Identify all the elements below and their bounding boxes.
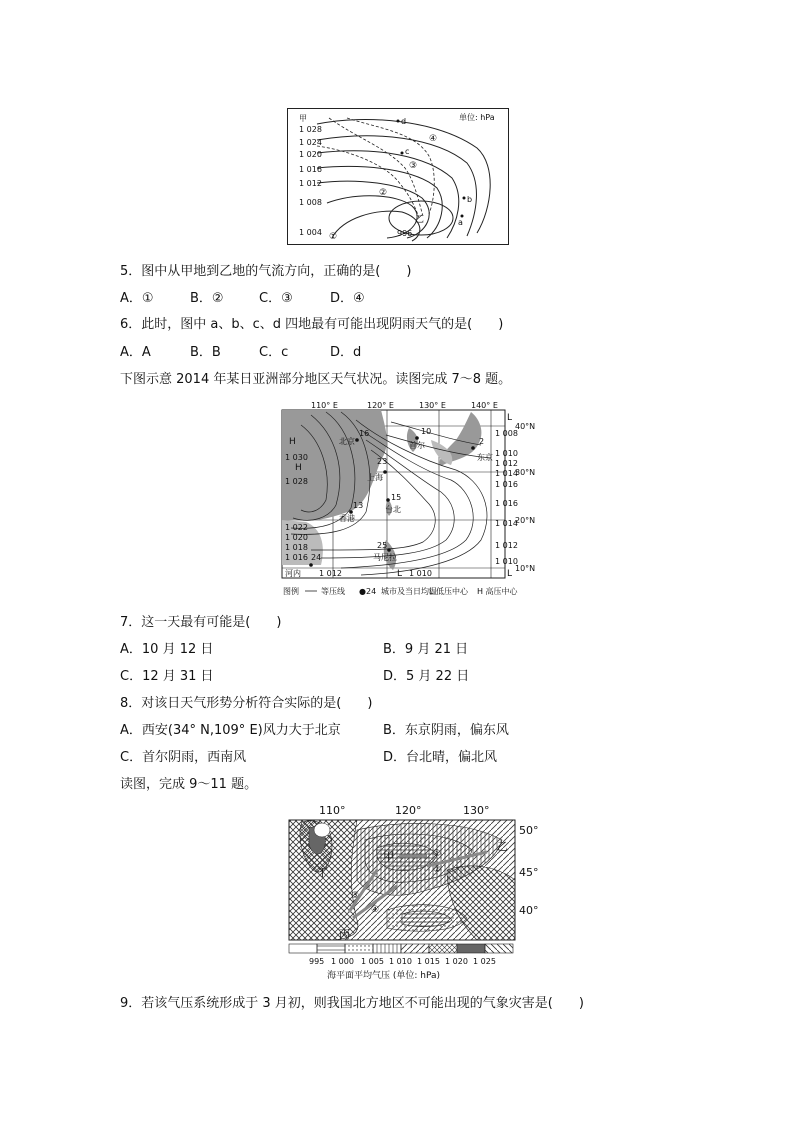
isobar-label: 1 018	[285, 543, 308, 552]
legend-city: 城市及当日均温	[381, 587, 437, 596]
place-jia: 甲	[383, 850, 394, 863]
legend-city-marker: ●24	[359, 587, 377, 596]
isobar-label: 1 016	[299, 165, 322, 174]
low-center: L	[507, 413, 513, 423]
city-tokyo: 东京	[477, 453, 493, 462]
place-bing: 丙	[339, 928, 350, 941]
high-center: H	[289, 437, 296, 447]
isobar-label: 1 008	[299, 198, 322, 207]
point-d-marker	[397, 120, 400, 123]
place-jia: 甲	[299, 114, 307, 123]
q5-option-a[interactable]: A．①	[120, 291, 154, 306]
isobar-label: 1 028	[299, 125, 322, 134]
intro-9-11: 读图，完成 9～11 题。	[120, 777, 258, 792]
temp-label: 25	[377, 541, 388, 550]
isobar-label: 1 030	[285, 453, 308, 462]
lon-label: 110° E	[311, 401, 338, 410]
isobar-map-figure	[287, 108, 509, 245]
temp-label: 15	[391, 493, 402, 502]
lon-label: 130°	[463, 804, 490, 817]
q8-option-b[interactable]: B．东京阴雨，偏东风	[383, 723, 509, 738]
pressure-caption: 海平面平均气压 (单位: hPa)	[327, 971, 441, 981]
q7-option-c[interactable]: C．12 月 31 日	[120, 669, 214, 684]
lat-label: 20°N	[515, 516, 536, 525]
low-center: L	[507, 569, 513, 579]
legend-title: 图例	[283, 587, 299, 596]
lon-label: 140° E	[471, 401, 498, 410]
isobar-label: 1 012	[319, 569, 342, 578]
legend-low: L 低压中心	[429, 587, 468, 596]
temp-label: 13	[353, 501, 364, 510]
isobar-label: 1 016	[495, 499, 518, 508]
q6-option-b[interactable]: B．B	[190, 345, 221, 360]
lon-label: 130° E	[419, 401, 446, 410]
city-beijing: 北京	[339, 437, 355, 446]
unit-label: 单位: hPa	[459, 113, 495, 122]
route-1: ①	[433, 849, 442, 859]
city-hanoi: 河内	[285, 569, 301, 578]
scale-value: 1 010	[389, 957, 412, 966]
question-5-stem: 5．图中从甲地到乙地的气流方向，正确的是( )	[120, 264, 412, 279]
q6-option-c[interactable]: C．c	[259, 345, 289, 360]
low-center: L	[397, 569, 403, 579]
point-d: d	[401, 117, 407, 126]
place-yi: 乙	[497, 840, 508, 853]
q7-option-d[interactable]: D．5 月 22 日	[383, 669, 470, 684]
isobar-label: 1 028	[285, 477, 308, 486]
temp-label: 23	[377, 457, 388, 466]
lon-label: 110°	[319, 804, 346, 817]
place-ding: 丁	[317, 866, 328, 879]
isobar-label: 1 014	[495, 469, 518, 478]
route-2: ②	[433, 865, 442, 875]
lat-label: 40°N	[515, 422, 536, 431]
sea-level-pressure-figure	[287, 800, 547, 986]
isobar-label: 1 014	[495, 519, 518, 528]
city-taipei: 台北	[385, 505, 401, 514]
q8-option-a[interactable]: A．西安(34° N,109° E)风力大于北京	[120, 723, 341, 738]
city-manila: 马尼拉	[373, 553, 397, 562]
route-2: ②	[379, 188, 388, 198]
asia-weather-map-svg	[281, 400, 547, 600]
point-c-marker	[401, 152, 404, 155]
legend-isobar: 等压线	[321, 587, 345, 596]
city-shanghai: 上海	[367, 473, 383, 482]
city-hongkong: 香港	[339, 514, 355, 523]
q5-option-c[interactable]: C．③	[259, 291, 293, 306]
q5-option-b[interactable]: B．②	[190, 291, 224, 306]
lat-label: 50°	[519, 824, 539, 837]
q8-option-c[interactable]: C．首尔阴雨，西南风	[120, 750, 247, 765]
point-a: a	[458, 218, 463, 227]
scale-value: 1 000	[331, 957, 354, 966]
asia-weather-map-figure	[281, 400, 547, 600]
isobar-label: 1 020	[285, 533, 308, 542]
route-3: ③	[409, 161, 418, 171]
question-9-stem: 9．若该气压系统形成于 3 月初，则我国北方地区不可能出现的气象灾害是( )	[120, 996, 584, 1011]
temp-label: 24	[311, 553, 322, 562]
legend-high: H 高压中心	[477, 587, 518, 596]
point-b-marker	[463, 197, 466, 200]
q6-option-d[interactable]: D．d	[330, 345, 362, 360]
route-4: ④	[429, 134, 438, 144]
route-3: ③	[351, 891, 360, 901]
isobar-label: 1 010	[495, 557, 518, 566]
q7-option-b[interactable]: B．9 月 21 日	[383, 642, 469, 657]
scale-value: 1 005	[361, 957, 384, 966]
isobar-label: 1 016	[495, 480, 518, 489]
intro-7-8: 下图示意 2014 年某日亚洲部分地区天气状况。读图完成 7～8 题。	[120, 372, 512, 387]
isobar-label: 1 010	[409, 569, 432, 578]
question-8-stem: 8．对该日天气形势分析符合实际的是( )	[120, 696, 373, 711]
isobar-label: 1 008	[495, 429, 518, 438]
high-center: H	[295, 463, 302, 473]
isobar-label: 1 010	[495, 449, 518, 458]
lat-label: 10°N	[515, 564, 536, 573]
lat-label: 30°N	[515, 468, 536, 477]
isobar-label: 1 016	[285, 553, 308, 562]
lat-label: 40°	[519, 904, 539, 917]
lon-label: 120° E	[367, 401, 394, 410]
route-4: ④	[371, 905, 380, 915]
center-value: 996	[397, 229, 413, 238]
question-6-stem: 6．此时，图中 a、b、c、d 四地最有可能出现阴雨天气的是( )	[120, 317, 504, 332]
scale-value: 1 025	[473, 957, 496, 966]
point-c: c	[405, 147, 410, 156]
isobar-label: 1 004	[299, 228, 322, 237]
scale-value: 1 020	[445, 957, 468, 966]
q6-option-a[interactable]: A．A	[120, 345, 151, 360]
route-1: ①	[329, 232, 338, 242]
q8-option-d[interactable]: D．台北晴，偏北风	[383, 750, 498, 765]
sea-level-pressure-svg	[287, 800, 547, 986]
isobar-label: 1 022	[285, 523, 308, 532]
point-b: b	[467, 195, 473, 204]
temp-label: 16	[359, 429, 370, 438]
scale-value: 1 015	[417, 957, 440, 966]
isobar-label: 1 012	[495, 459, 518, 468]
lon-label: 120°	[395, 804, 422, 817]
isobar-label: 1 012	[299, 179, 322, 188]
isobar-label: 1 024	[299, 138, 322, 147]
q5-option-d[interactable]: D．④	[330, 291, 365, 306]
lat-label: 45°	[519, 866, 539, 879]
city-seoul: 首尔	[409, 441, 425, 450]
scale-value: 995	[309, 957, 325, 966]
question-7-stem: 7．这一天最有可能是( )	[120, 615, 282, 630]
isobar-map-svg	[287, 108, 509, 245]
q7-option-a[interactable]: A．10 月 12 日	[120, 642, 214, 657]
place-yi: 乙	[415, 215, 425, 225]
isobar-label: 1 020	[299, 150, 322, 159]
isobar-label: 1 012	[495, 541, 518, 550]
temp-label: 2	[479, 437, 485, 446]
temp-label: 10	[421, 427, 432, 436]
